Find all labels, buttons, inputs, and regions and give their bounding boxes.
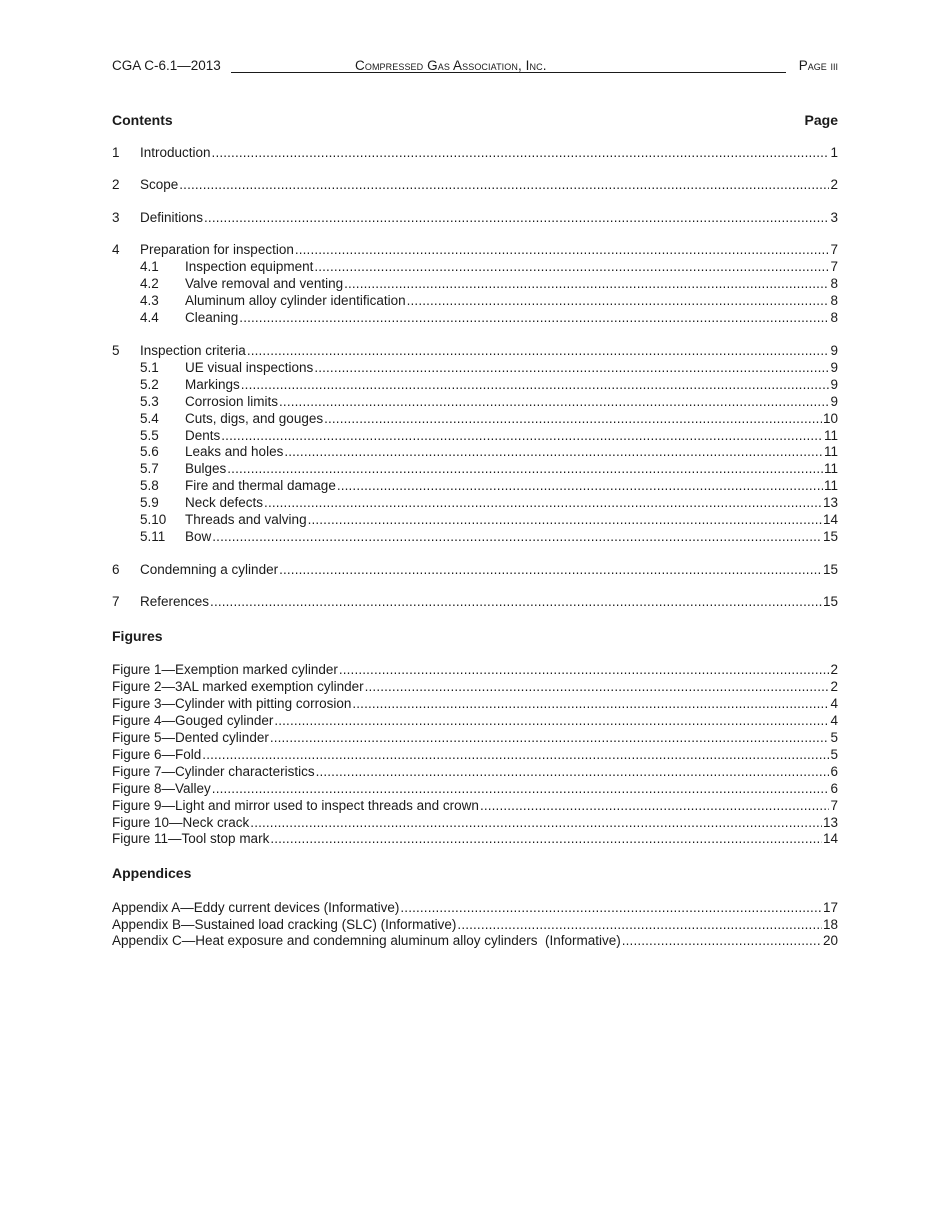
appendix-entry[interactable] <box>112 899 838 916</box>
toc-page: 8 <box>830 310 838 325</box>
dot-leader <box>239 309 829 326</box>
toc-page: 9 <box>830 343 838 358</box>
dot-leader <box>316 763 830 780</box>
dot-leader <box>227 460 823 477</box>
toc-page: 2 <box>830 177 838 192</box>
toc-title: Figure 11—Tool stop mark <box>112 831 270 846</box>
toc-number: 5.3 <box>140 394 159 409</box>
dot-leader <box>337 477 823 494</box>
toc-entry-5-3[interactable] <box>112 393 838 410</box>
toc-entry-5-2[interactable] <box>112 376 838 393</box>
toc-number: 4 <box>112 242 120 257</box>
dot-leader <box>308 511 822 528</box>
dot-leader <box>339 661 830 678</box>
toc-entry-5-4[interactable] <box>112 410 838 427</box>
toc-title: Inspection criteria <box>140 343 246 358</box>
toc-entry-1[interactable] <box>112 144 838 161</box>
toc-number: 5.7 <box>140 461 159 476</box>
toc-page: 4 <box>830 713 838 728</box>
toc-page: 18 <box>822 917 838 932</box>
dot-leader <box>264 494 822 511</box>
toc-page: 20 <box>822 933 838 948</box>
dot-leader <box>400 899 822 916</box>
toc-number: 5.2 <box>140 377 159 392</box>
toc-title: Figure 3—Cylinder with pitting corrosion <box>112 696 352 711</box>
toc-title: Introduction <box>140 145 211 160</box>
toc-entry-5-8[interactable] <box>112 477 838 494</box>
toc-title: Cleaning <box>185 310 239 325</box>
toc-page: 11 <box>823 461 838 476</box>
dot-leader <box>241 376 830 393</box>
dot-leader <box>344 275 829 292</box>
figure-entry[interactable] <box>112 746 838 763</box>
toc-title: Figure 1—Exemption marked cylinder <box>112 662 338 677</box>
toc-page: 17 <box>822 900 838 915</box>
toc-title: Figure 6—Fold <box>112 747 202 762</box>
dot-leader <box>324 410 822 427</box>
figure-entry[interactable] <box>112 729 838 746</box>
toc-page: 15 <box>822 594 838 609</box>
toc-page: 7 <box>830 242 838 257</box>
figure-entry[interactable] <box>112 797 838 814</box>
dot-leader <box>480 797 830 814</box>
toc-title: UE visual inspections <box>185 360 314 375</box>
figure-entry[interactable] <box>112 830 838 847</box>
toc-entry-4-1[interactable] <box>112 258 838 275</box>
toc-page: 6 <box>830 764 838 779</box>
toc-entry-2[interactable] <box>112 176 838 193</box>
figure-entry[interactable] <box>112 661 838 678</box>
figure-entry[interactable] <box>112 695 838 712</box>
dot-leader <box>279 561 822 578</box>
toc-entry-4-3[interactable] <box>112 292 838 309</box>
header-document-id: CGA C-6.1—2013 <box>112 58 221 73</box>
toc-title: Figure 7—Cylinder characteristics <box>112 764 315 779</box>
dot-leader <box>314 359 829 376</box>
toc-page: 2 <box>830 679 838 694</box>
toc-page: 8 <box>830 293 838 308</box>
toc-entry-5-6[interactable] <box>112 443 838 460</box>
toc-entry-7[interactable] <box>112 593 838 610</box>
toc-page: 9 <box>830 394 838 409</box>
toc-number: 5.1 <box>140 360 159 375</box>
header-page-number: Page iii <box>798 58 838 73</box>
toc-entry-6[interactable] <box>112 561 838 578</box>
toc-title: Inspection equipment <box>185 259 314 274</box>
dot-leader <box>274 712 829 729</box>
toc-number: 5.6 <box>140 444 159 459</box>
toc-entry-5-1[interactable] <box>112 359 838 376</box>
toc-title: Aluminum alloy cylinder identification <box>185 293 406 308</box>
toc-entry-5-5[interactable] <box>112 427 838 444</box>
toc-number: 5.9 <box>140 495 159 510</box>
contents-title: Contents <box>112 112 173 128</box>
page-column-label: Page <box>804 112 838 128</box>
toc-page: 6 <box>830 781 838 796</box>
toc-entry-4-4[interactable] <box>112 309 838 326</box>
toc-page: 2 <box>830 662 838 677</box>
toc-page: 14 <box>822 831 838 846</box>
toc-number: 3 <box>112 210 120 225</box>
toc-entry-3[interactable] <box>112 209 838 226</box>
figure-entry[interactable] <box>112 763 838 780</box>
figure-entry[interactable] <box>112 814 838 831</box>
toc-page: 7 <box>830 798 838 813</box>
toc-title: Cuts, digs, and gouges <box>185 411 324 426</box>
figure-entry[interactable] <box>112 678 838 695</box>
toc-title: Condemning a cylinder <box>140 562 279 577</box>
toc-entry-5[interactable] <box>112 342 838 359</box>
figure-entry[interactable] <box>112 712 838 729</box>
dot-leader <box>457 916 822 933</box>
toc-title: References <box>140 594 210 609</box>
figure-entry[interactable] <box>112 780 838 797</box>
toc-title: Threads and valving <box>185 512 307 527</box>
toc-page: 11 <box>823 444 838 459</box>
toc-title: Figure 9—Light and mirror used to inspect threads and crown <box>112 798 479 813</box>
toc-page: 7 <box>830 259 838 274</box>
dot-leader <box>204 209 829 226</box>
toc-title: Definitions <box>140 210 204 225</box>
toc-title: Figure 4—Gouged cylinder <box>112 713 274 728</box>
dot-leader <box>212 528 822 545</box>
toc-page: 15 <box>822 529 838 544</box>
toc-number: 2 <box>112 177 120 192</box>
contents-heading <box>112 111 838 129</box>
toc-page: 8 <box>830 276 838 291</box>
toc-number: 5.8 <box>140 478 159 493</box>
toc-title: Neck defects <box>185 495 264 510</box>
toc-page: 13 <box>822 815 838 830</box>
toc-page: 11 <box>823 428 838 443</box>
toc-title: Figure 2—3AL marked exemption cylinder <box>112 679 364 694</box>
toc-entry-5-9[interactable] <box>112 494 838 511</box>
toc-title: Dents <box>185 428 221 443</box>
toc-number: 4.2 <box>140 276 159 291</box>
toc-page: 4 <box>830 696 838 711</box>
toc-number: 5.11 <box>140 529 166 544</box>
dot-leader <box>247 342 830 359</box>
toc-title: Appendix A—Eddy current devices (Informative) <box>112 900 400 915</box>
dot-leader <box>279 393 829 410</box>
toc-page: 13 <box>822 495 838 510</box>
toc-number: 1 <box>112 145 120 160</box>
toc-title: Corrosion limits <box>185 394 279 409</box>
toc-page: 14 <box>822 512 838 527</box>
toc-title: Fire and thermal damage <box>185 478 336 493</box>
dot-leader <box>202 746 829 763</box>
toc-number: 6 <box>112 562 120 577</box>
dot-leader <box>352 695 829 712</box>
toc-page: 5 <box>830 747 838 762</box>
toc-title: Appendix B—Sustained load cracking (SLC) (Informative) <box>112 917 457 932</box>
toc-title: Markings <box>185 377 240 392</box>
toc-entry-5-10[interactable] <box>112 511 838 528</box>
toc-title: Figure 5—Dented cylinder <box>112 730 269 745</box>
toc-page: 15 <box>822 562 838 577</box>
toc-entry-5-7[interactable] <box>112 460 838 477</box>
toc-page: 3 <box>830 210 838 225</box>
dot-leader <box>314 258 829 275</box>
toc-title: Figure 10—Neck crack <box>112 815 250 830</box>
toc-title: Appendix C—Heat exposure and condemning aluminum alloy cylinders (Informative) <box>112 933 621 948</box>
dot-leader <box>179 176 829 193</box>
toc-page: 5 <box>830 730 838 745</box>
toc-title: Scope <box>140 177 179 192</box>
toc-number: 4.1 <box>140 259 159 274</box>
page-header <box>112 57 838 75</box>
dot-leader <box>212 780 830 797</box>
dot-leader <box>284 443 823 460</box>
toc-number: 5.5 <box>140 428 159 443</box>
toc-entry-4-2[interactable] <box>112 275 838 292</box>
toc-page: 9 <box>830 377 838 392</box>
toc-page: 9 <box>830 360 838 375</box>
toc-number: 5 <box>112 343 120 358</box>
dot-leader <box>407 292 830 309</box>
dot-leader <box>210 593 822 610</box>
toc-number: 4.3 <box>140 293 159 308</box>
figures-heading: Figures <box>112 628 163 644</box>
toc-title: Bulges <box>185 461 227 476</box>
toc-entry-4[interactable] <box>112 241 838 258</box>
toc-title: Bow <box>185 529 212 544</box>
dot-leader <box>221 427 823 444</box>
toc-title: Leaks and holes <box>185 444 284 459</box>
toc-title: Figure 8—Valley <box>112 781 211 796</box>
dot-leader <box>212 144 830 161</box>
toc-title: Preparation for inspection <box>140 242 294 257</box>
toc-number: 5.4 <box>140 411 159 426</box>
appendix-entry[interactable] <box>112 916 838 933</box>
dot-leader <box>622 932 822 949</box>
toc-title: Valve removal and venting <box>185 276 344 291</box>
dot-leader <box>365 678 830 695</box>
toc-page: 1 <box>830 145 838 160</box>
dot-leader <box>250 814 822 831</box>
appendix-entry[interactable] <box>112 932 838 949</box>
dot-leader <box>295 241 830 258</box>
dot-leader <box>270 830 822 847</box>
header-organization: Compressed Gas Association, Inc. <box>355 58 547 73</box>
toc-page: 11 <box>823 478 838 493</box>
toc-entry-5-11[interactable] <box>112 528 838 545</box>
toc-number: 5.10 <box>140 512 167 527</box>
appendices-heading: Appendices <box>112 865 192 881</box>
dot-leader <box>270 729 830 746</box>
toc-number: 4.4 <box>140 310 159 325</box>
toc-number: 7 <box>112 594 120 609</box>
toc-page: 10 <box>822 411 838 426</box>
